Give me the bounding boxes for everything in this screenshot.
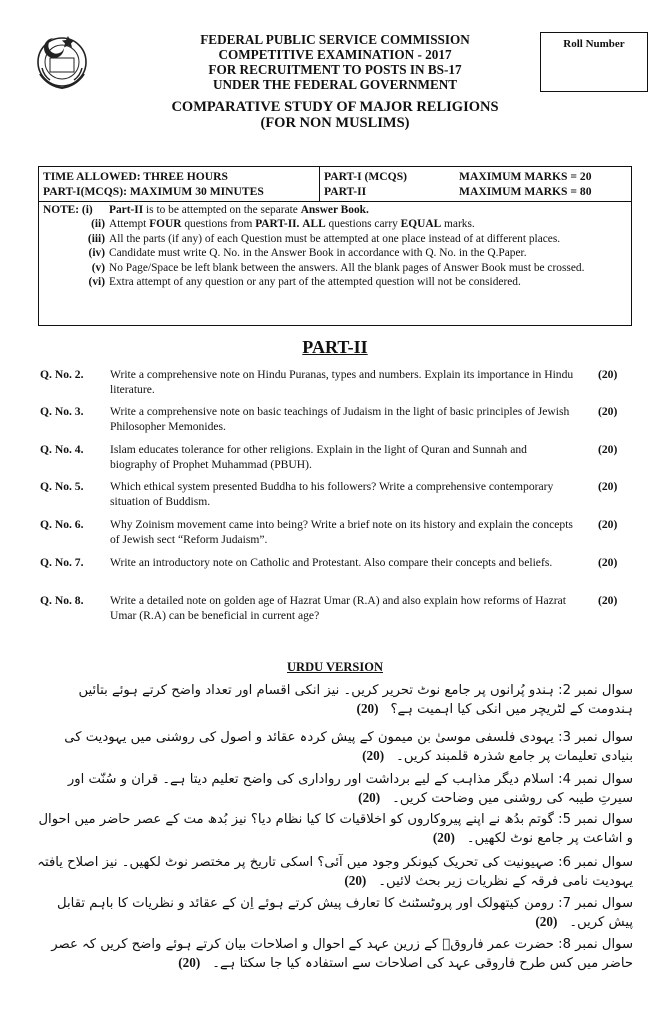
fpsc-seal-icon xyxy=(30,28,94,92)
header-line-1: FEDERAL PUBLIC SERVICE COMMISSION xyxy=(200,32,470,47)
note-text: Part-II is to be attempted on the separate Answer Book. xyxy=(109,204,369,216)
question-marks: (20) xyxy=(598,368,618,381)
urdu-question-text: سوال نمبر 2: ہندو پُرانوں پر جامع نوٹ تحریر کریں۔ نیز انکی اقسام اور تعداد واضح کرتے ہوئے بتائیں ہندومت کے لٹریچر میں انکی کیا اہمیت ہے؟ xyxy=(78,683,633,717)
question-number: Q. No. 6. xyxy=(40,518,84,531)
question-number: Q. No. 8. xyxy=(40,594,84,607)
question-marks: (20) xyxy=(598,556,618,569)
urdu-question-item xyxy=(35,682,633,718)
question-marks: (20) xyxy=(598,405,618,418)
question-number: Q. No. 7. xyxy=(40,556,84,569)
urdu-question-marks: (20) xyxy=(178,954,201,970)
header-line-2: COMPETITIVE EXAMINATION - 2017 xyxy=(218,47,452,62)
info-row-timing xyxy=(39,167,631,202)
note-item xyxy=(39,275,631,289)
note-number: (iv) xyxy=(88,247,105,260)
question-marks: (20) xyxy=(598,518,618,531)
urdu-question-marks: (20) xyxy=(356,700,379,716)
question-number: Q. No. 5. xyxy=(40,480,84,493)
part1-time: PART-I(MCQS): MAXIMUM 30 MINUTES xyxy=(43,185,264,198)
question-text: Why Zoinism movement came into being? Write a brief note on its history and explain the concepts of Jewish sect “Reform Judaism”. xyxy=(110,518,573,546)
urdu-question-marks: (20) xyxy=(432,829,455,845)
note-item xyxy=(39,203,631,217)
exam-info-table xyxy=(38,166,632,326)
urdu-question-text: سوال نمبر 4: اسلام دیگر مذاہب کے لیے برداشت اور رواداری کی واضح تعلیم دیتا ہے۔ قران و سُنّت اور سیرتِ طیبہ کی روشنی میں وضاحت کریں۔ xyxy=(67,772,633,806)
note-text: No Page/Space be left blank between the answers. All the blank pages of Answer Book must be crossed. xyxy=(109,261,585,274)
notes-list xyxy=(39,203,631,289)
note-number: NOTE: (i) xyxy=(43,204,93,216)
urdu-question-item xyxy=(35,811,633,847)
urdu-question-marks: (20) xyxy=(344,872,367,888)
question-text: Write a detailed note on golden age of Hazrat Umar (R.A) and also explain how reforms of Hazrat Umar (R.A) can be beneficial in current age? xyxy=(110,594,567,622)
note-text: Extra attempt of any question or any part of the attempted question will not be considered. xyxy=(109,276,521,289)
urdu-question-marks: (20) xyxy=(358,789,381,805)
urdu-question-item xyxy=(35,936,633,972)
question-number: Q. No. 3. xyxy=(40,405,84,418)
urdu-question-item xyxy=(35,895,633,931)
note-item xyxy=(39,232,631,246)
urdu-question-text: سوال نمبر 5: گوتم بدُھ نے اپنے پیروکاروں کو اخلاقیات کا کیا نظام دیا؟ نیز بُدھ مت کے عصر حاضر میں احوال و اشاعت پر جامع نوٹ لکھیں۔ xyxy=(38,812,633,846)
note-number: (iii) xyxy=(87,232,105,245)
subject-title: COMPARATIVE STUDY OF MAJOR RELIGIONS xyxy=(171,99,499,115)
part1-marks: MAXIMUM MARKS = 20 xyxy=(459,170,592,183)
note-text: Candidate must write Q. No. in the Answer Book in accordance with Q. No. in the Q.Paper. xyxy=(109,247,527,260)
note-item xyxy=(39,217,631,231)
header-line-3: FOR RECRUITMENT TO POSTS IN BS-17 xyxy=(208,62,462,77)
question-marks: (20) xyxy=(598,443,618,456)
urdu-question-marks: (20) xyxy=(535,913,558,929)
time-allowed: TIME ALLOWED: THREE HOURS xyxy=(43,170,229,183)
note-number: (ii) xyxy=(91,218,105,231)
roll-number-box[interactable] xyxy=(540,32,648,92)
part2-marks: MAXIMUM MARKS = 80 xyxy=(459,185,592,198)
question-marks: (20) xyxy=(598,594,618,607)
urdu-version-title: URDU VERSION xyxy=(287,660,383,674)
part-title: PART-II xyxy=(302,337,368,357)
note-number: (v) xyxy=(91,261,105,274)
urdu-question-text: سوال نمبر 8: حضرت عمر فاروقؓ کے زرین عہد کے احوال و اصلاحات بیان کرتے ہوئے واضح کریں کہ عصر حاضر میں کس طرح فاروقی عہد کی اصلاحات سے استفادہ کیا جا سکتا ہے۔ xyxy=(51,937,633,971)
urdu-question-item xyxy=(35,854,633,890)
part1-label: PART-I (MCQS) xyxy=(324,170,408,183)
urdu-question-marks: (20) xyxy=(362,747,385,763)
question-text: Islam educates tolerance for other religions. Explain in the light of Quran and Sunnah and biography of Prophet Muhammad (PBUH). xyxy=(110,443,527,471)
urdu-question-text: سوال نمبر 3: یہودی فلسفی موسیٰ بن میمون کے پیش کردہ عقائد و اصول کی روشنی میں یہودیت کی بنیادی تعلیمات پر جامع شذرہ قلمبند کریں۔ xyxy=(64,730,633,764)
note-text: Attempt FOUR questions from PART-II. ALL questions carry EQUAL marks. xyxy=(109,218,475,231)
urdu-question-text: سوال نمبر 7: رومن کیتھولک اور پروٹسٹنٹ کا تعارف پیش کرتے ہوئے اِن کے عقائد و نظریات کا باہم تقابل پیش کریں۔ xyxy=(57,896,633,930)
note-text: All the parts (if any) of each Question must be attempted at one place instead of at different places. xyxy=(109,232,561,245)
note-number: (vi) xyxy=(88,276,105,289)
question-number: Q. No. 2. xyxy=(40,368,84,381)
urdu-question-item xyxy=(35,729,633,765)
question-number: Q. No. 4. xyxy=(40,443,84,456)
question-text: Write a comprehensive note on Hindu Puranas, types and numbers. Explain its importance in Hindu literature. xyxy=(110,368,574,396)
subject-subtitle: (FOR NON MUSLIMS) xyxy=(260,115,410,131)
question-marks: (20) xyxy=(598,480,618,493)
urdu-question-item xyxy=(35,771,633,807)
urdu-question-text: سوال نمبر 6: صہیونیت کی تحریک کیونکر وجود میں آئی؟ اسکی تاریخ پر مختصر نوٹ لکھیں۔ نیز اصلاح یافتہ یہودیت نامی فرقہ کے نظریات زیر بحث لائیں۔ xyxy=(37,855,633,889)
question-text: Which ethical system presented Buddha to his followers? Write a comprehensive contemporary situation of Buddism. xyxy=(110,480,554,508)
roll-number-label: Roll Number xyxy=(563,38,625,50)
note-item xyxy=(39,261,631,275)
info-divider xyxy=(319,167,320,201)
note-item xyxy=(39,246,631,260)
part2-label: PART-II xyxy=(324,185,367,198)
header-line-4: UNDER THE FEDERAL GOVERNMENT xyxy=(212,77,458,92)
question-text: Write a comprehensive note on basic teachings of Judaism in the light of basic principles of Jewish Philosopher Memonides. xyxy=(110,405,570,433)
question-text: Write an introductory note on Catholic and Protestant. Also compare their concepts and beliefs. xyxy=(110,556,553,569)
